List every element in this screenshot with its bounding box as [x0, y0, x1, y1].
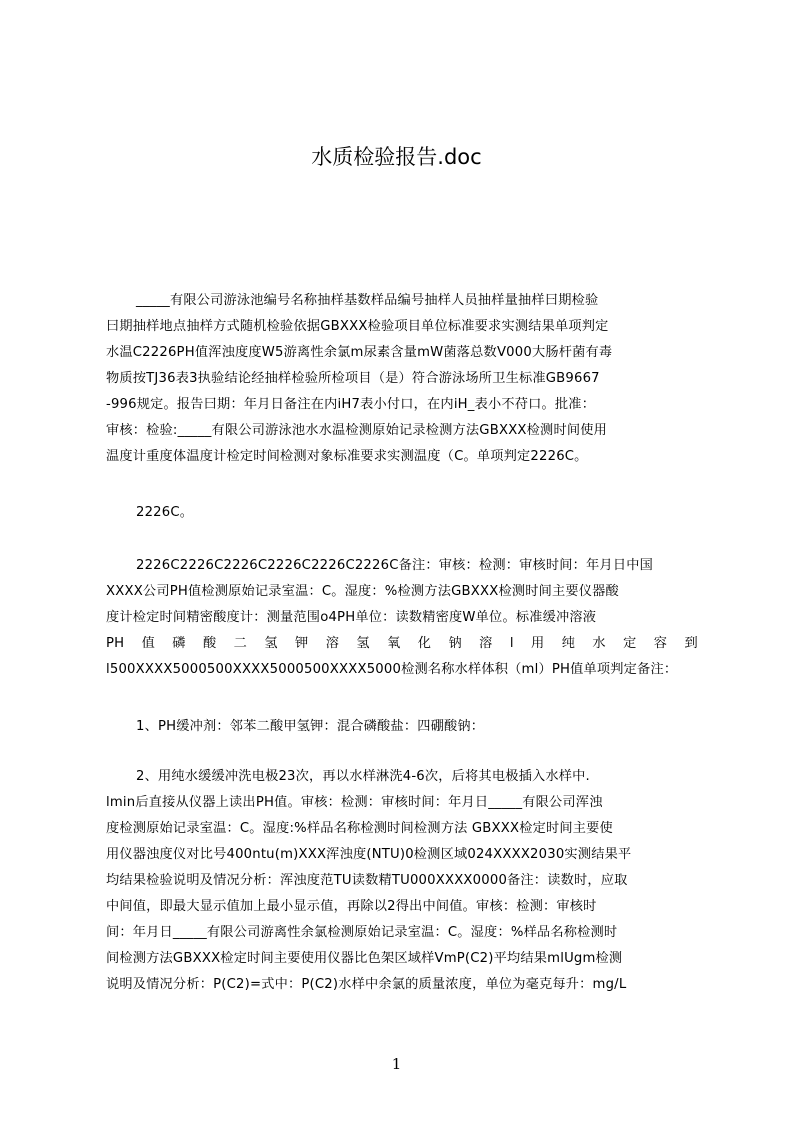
- text-line: 审核：检验:_____有限公司游泳池水水温检测原始记录检测方法GBXXX检测时间使用: [106, 423, 607, 438]
- page-number: 1: [391, 1055, 402, 1073]
- text-line: 2、用纯水缓缓冲洗电极23次，再以水样淋洗4-6次，后将其电极插入水样中.: [136, 769, 590, 784]
- spaced-word: 酸: [202, 636, 217, 651]
- spaced-word: 到: [684, 636, 698, 651]
- document-title: 水质检验报告.doc: [311, 145, 482, 169]
- paragraph-temperature-value: [106, 500, 698, 526]
- text-line: 1、PH缓冲剂：邻苯二酸甲氢钾：混合磷酸盐：四硼酸钠：: [136, 719, 485, 734]
- text-line: 曰期抽样地点抽样方式随机检验依据GBXXX检验项目单位标准要求实测结果单项判定: [106, 319, 609, 334]
- spaced-word: 二: [233, 636, 248, 651]
- paragraph-procedure: [106, 764, 698, 998]
- spaced-word: 氢: [264, 636, 278, 651]
- spaced-word: 氢: [356, 636, 370, 651]
- paragraph-ph-buffer: [106, 714, 698, 740]
- text-line: 度检测原始记录室温：C。湿度:%样品名称检测时间检测方法 GBXXX检定时间主要使: [106, 821, 613, 836]
- text-line: _____有限公司游泳池编号名称抽样基数样品编号抽样人员抽样量抽样曰期检验: [136, 293, 599, 308]
- text-line: 2226C。: [136, 505, 194, 520]
- text-line: l500XXXX5000500XXXX5000500XXXX5000检测名称水样体积（ml）PH值单项判定备注：: [106, 662, 678, 677]
- spaced-word: 溶: [325, 636, 340, 651]
- text-line: 间：年月日_____有限公司游离性余氯检测原始记录室温：C。湿度：%样品名称检测时: [106, 925, 618, 940]
- spaced-word: 容: [653, 636, 668, 651]
- text-line: 2226C2226C2226C2226C2226C2226C备注：审核：检测：审核时间：年月日中国: [136, 558, 653, 573]
- text-line-spaced: [106, 631, 698, 657]
- spaced-word: 化: [417, 636, 432, 651]
- text-line: 均结果检验说明及情况分析：浑浊度范TU读数精TU000XXXX0000备注：读数时，应取: [106, 873, 628, 888]
- spaced-word: 磷: [172, 636, 186, 651]
- text-line: 温度计重度体温度计检定时间检测对象标准要求实测温度（C。单项判定2226C。: [106, 449, 588, 464]
- text-line: lmin后直接从仪器上读出PH值。审核：检测：审核时间：年月日_____有限公司浑浊: [106, 795, 603, 810]
- text-line: 水温C2226PH值浑浊度度W5游离性余氯m尿素含量mW菌落总数V000大肠杆菌有毒: [106, 345, 613, 360]
- text-line: 说明及情况分析：P(C2)=式中：P(C2)水样中余氯的质量浓度，单位为毫克每升：mg/L: [106, 977, 627, 992]
- spaced-word: PH: [106, 636, 125, 651]
- spaced-word: 值: [141, 636, 155, 651]
- text-line: XXXX公司PH值检测原始记录室温：C。湿度：%检测方法GBXXX检测时间主要仪器酸: [106, 584, 619, 599]
- spaced-word: l: [509, 636, 514, 651]
- text-line: -996规定。报告曰期：年月日备注在内iH7表小付口，在内iH_表小不苻口。批准：: [106, 397, 596, 412]
- text-line: 度计检定时间精密酸度计：测量范围o4PH单位：读数精密度W单位。标准缓冲溶液: [106, 610, 597, 625]
- spaced-word: 定: [623, 636, 637, 651]
- paragraph-ph-record: [106, 553, 698, 683]
- text-line: 中间值，即最大显示值加上最小显示值，再除以2得出中间值。审核：检测：审核时: [106, 899, 597, 914]
- spaced-word: 用: [531, 636, 545, 651]
- spaced-word: 钠: [448, 636, 462, 651]
- spaced-word: 钾: [295, 636, 309, 651]
- spaced-word: 氧: [387, 636, 401, 651]
- text-line: 间检测方法GBXXX检定时间主要使用仪器比色架区域样VmP(C2)平均结果mlUgm检测: [106, 951, 623, 966]
- paragraph-swimming-pool-report: [106, 288, 698, 470]
- text-line: 物质按TJ36表3执验结论经抽样检验所检项目（是）符合游泳场所卫生标准GB9667: [106, 371, 600, 386]
- spaced-word: 纯: [561, 636, 576, 651]
- spaced-word: 溶: [479, 636, 493, 651]
- spaced-word: 水: [592, 636, 606, 651]
- text-line: 用仪器浊度仪对比号400ntu(m)XXX浑浊度(NTU)0检测区域024XXXX2030实测结果平: [106, 847, 632, 862]
